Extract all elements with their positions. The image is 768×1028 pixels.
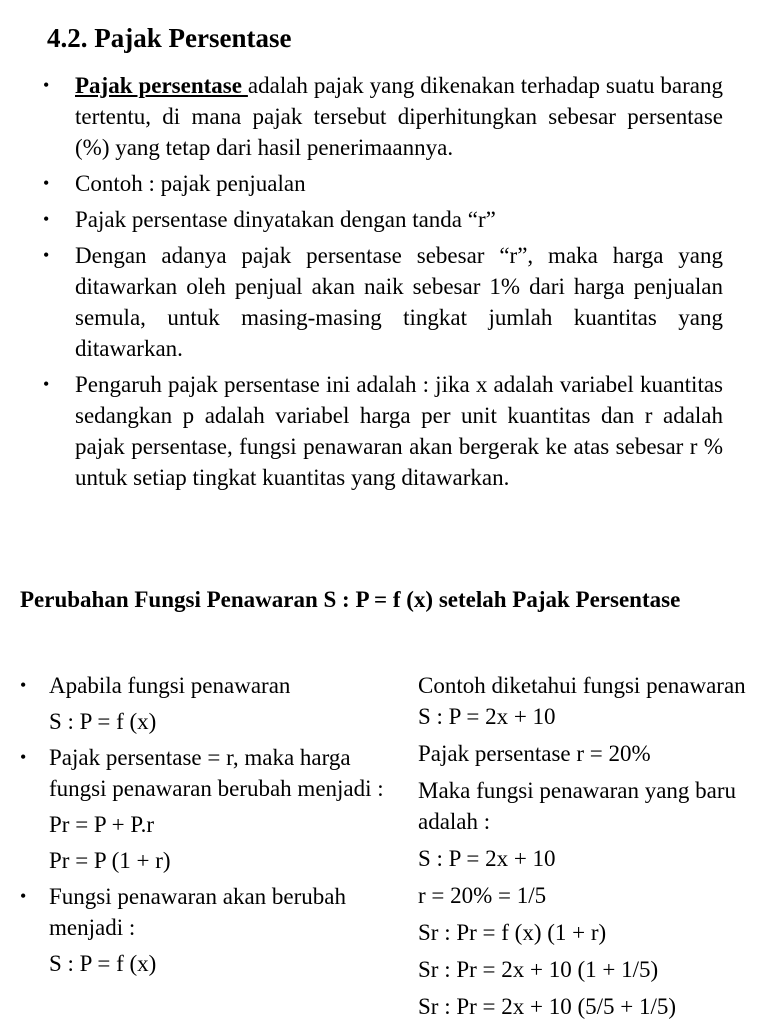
bullet-dot: • (20, 886, 27, 906)
effect-text: Pengaruh pajak persentase ini adalah : jika x adalah variabel kuantitas sedangkan p adalah variabel harga per unit kuantitas dan r adalah pajak persentase, fungsi penawaran akan bergerak ke atas sebesar r % untuk setiap tingkat kuantitas yang ditawarkan. (75, 372, 723, 490)
example-line: Contoh diketahui fungsi penawaran S : P = 2x + 10 (418, 673, 746, 729)
equation-1: Pr = P + P.r (49, 812, 154, 837)
supply-function-formula: S : P = f (x) (49, 709, 157, 734)
sub-title: Perubahan Fungsi Penawaran S : P = f (x) setelah Pajak Persentase (20, 587, 681, 612)
bullet-notation (40, 204, 723, 235)
example-line: Sr : Pr = 2x + 10 (1 + 1/5) (418, 957, 659, 982)
left-bullet-new-function (14, 881, 384, 979)
left-equation-1 (14, 809, 384, 840)
bullet-dot: • (43, 209, 50, 229)
example-line: Sr : Pr = f (x) (1 + r) (418, 920, 607, 945)
bullet-dot: • (43, 374, 50, 394)
top-bullet-list (40, 70, 723, 498)
bullet-dot: • (20, 747, 27, 767)
supply-function-label: Apabila fungsi penawaran (49, 673, 291, 698)
term-pajak-persentase: Pajak persentase (75, 73, 248, 98)
bullet-dot: • (43, 173, 50, 193)
left-equation-2 (14, 845, 384, 876)
left-bullet-supply-function (14, 670, 384, 737)
bullet-definition (40, 70, 723, 163)
new-function-formula: S : P = f (x) (49, 951, 157, 976)
price-increase-text: Dengan adanya pajak persentase sebesar “r”, maka harga yang ditawarkan oleh penjual akan naik sebesar 1% dari harga penjualan semula, untuk masing-masing tingkat jumlah kuantitas yang ditawarkan. (75, 243, 723, 361)
new-function-text: Fungsi penawaran akan berubah menjadi : (49, 884, 346, 940)
bullet-example (40, 168, 723, 199)
tax-rate-text: Pajak persentase = r, maka harga fungsi penawaran berubah menjadi : (49, 745, 384, 801)
bullet-dot: • (43, 245, 50, 265)
left-bullet-tax-rate (14, 742, 384, 804)
example-line: Pajak persentase r = 20% (418, 741, 651, 766)
notation-text: Pajak persentase dinyatakan dengan tanda “r” (75, 207, 496, 232)
definition-text: adalah pajak yang dikenakan terhadap suatu barang tertentu, di mana pajak tersebut diperhitungkan sebesar persentase (%) yang tetap dari hasil penerimaannya. (75, 73, 723, 160)
example-text: Contoh : pajak penjualan (75, 171, 306, 196)
example-line: Maka fungsi penawaran yang baru adalah : (418, 778, 737, 834)
equation-2: Pr = P (1 + r) (49, 848, 171, 873)
example-line: Sr : Pr = 2x + 10 (5/5 + 1/5) (418, 994, 677, 1019)
example-line: r = 20% = 1/5 (418, 883, 547, 908)
bullet-effect (40, 369, 723, 493)
section-title: 4.2. Pajak Persentase (47, 23, 292, 53)
bullet-dot: • (20, 675, 27, 695)
right-column-example (418, 670, 758, 1028)
bullet-price-increase (40, 240, 723, 364)
example-line: S : P = 2x + 10 (418, 846, 556, 871)
bullet-dot: • (43, 75, 50, 95)
left-column (14, 670, 384, 979)
